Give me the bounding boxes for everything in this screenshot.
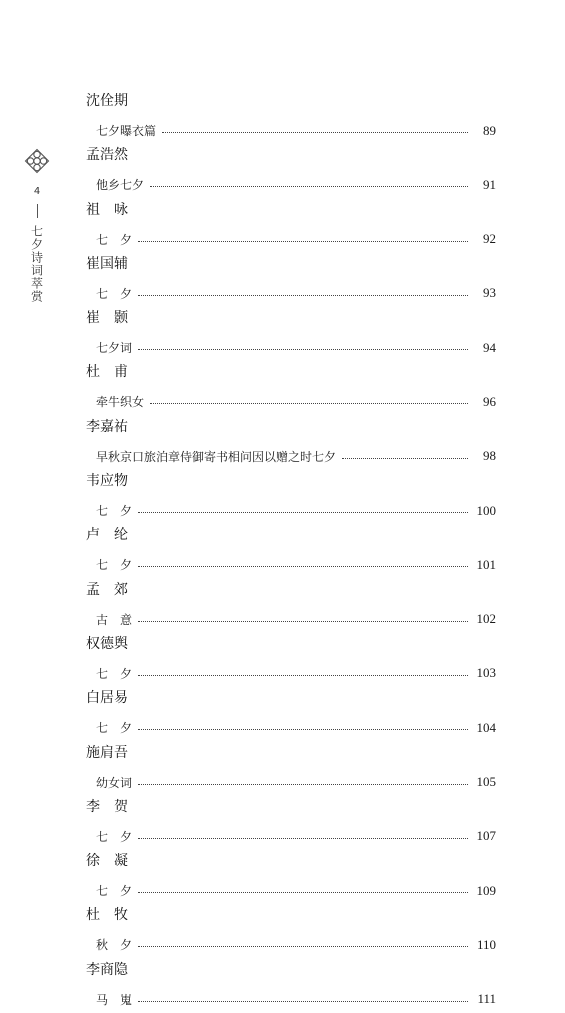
toc-leader-dots — [138, 512, 468, 513]
toc-author: 李嘉祐 — [86, 418, 128, 435]
toc-leader-dots — [138, 295, 468, 296]
toc-leader-dots — [342, 458, 468, 459]
toc-poem-title: 他乡七夕 — [96, 178, 145, 193]
toc-entry — [86, 361, 496, 415]
toc-page-number: 111 — [477, 991, 496, 1007]
floral-knot-icon — [24, 148, 50, 174]
toc-entry — [86, 742, 496, 796]
toc-entry — [86, 796, 496, 850]
toc-leader-dots — [138, 892, 468, 893]
toc-author: 祖 咏 — [86, 201, 128, 218]
toc-entry — [86, 524, 496, 578]
toc-line[interactable] — [86, 388, 496, 415]
toc-poem-title: 七 夕 — [96, 666, 133, 681]
page-number: 4 — [33, 186, 41, 197]
toc-author: 李商隐 — [86, 961, 128, 978]
toc-poem-title: 七夕曝衣篇 — [96, 124, 157, 138]
toc-entry — [86, 90, 496, 144]
toc-poem-title: 七 夕 — [96, 286, 133, 301]
toc-leader-dots — [138, 349, 468, 350]
toc-page-number: 105 — [476, 774, 496, 790]
toc-entry — [86, 144, 496, 198]
toc-line[interactable] — [86, 877, 496, 904]
toc-page-number: 109 — [476, 882, 496, 898]
toc-line[interactable] — [86, 714, 496, 741]
toc-page-number: 110 — [476, 936, 496, 952]
toc-line[interactable] — [86, 931, 496, 958]
toc-line[interactable] — [86, 660, 496, 687]
toc-leader-dots — [138, 1001, 468, 1002]
toc-poem-title: 马 嵬 — [96, 992, 133, 1007]
toc-entry — [86, 307, 496, 361]
toc-poem-title: 牵牛织女 — [96, 395, 145, 410]
toc-author: 李 贺 — [86, 798, 128, 815]
toc-leader-dots — [150, 403, 468, 404]
toc-entry — [86, 959, 496, 1013]
toc-author: 杜 牧 — [86, 907, 128, 924]
toc-poem-title: 古 意 — [96, 612, 133, 627]
toc-page-number: 94 — [483, 339, 496, 355]
toc-leader-dots — [138, 241, 468, 242]
toc-page-number: 93 — [483, 285, 496, 301]
toc-leader-dots — [138, 838, 468, 839]
toc-line[interactable] — [86, 497, 496, 524]
side-margin — [22, 148, 52, 303]
toc-leader-dots — [138, 946, 468, 947]
toc-leader-dots — [150, 186, 468, 187]
toc-page-number: 101 — [476, 556, 496, 572]
toc-line[interactable] — [86, 117, 496, 144]
toc-poem-title: 七 夕 — [96, 504, 133, 519]
toc-poem-title: 七 夕 — [96, 232, 133, 247]
toc-leader-dots — [138, 566, 468, 567]
toc-author: 杜 甫 — [86, 364, 128, 381]
toc-leader-dots — [138, 729, 468, 730]
toc-line[interactable] — [86, 551, 496, 578]
toc-page-number: 100 — [476, 502, 496, 518]
toc-entry — [86, 470, 496, 524]
toc-entry — [86, 579, 496, 633]
toc-entry — [86, 633, 496, 687]
toc-poem-title: 七 夕 — [96, 721, 133, 736]
toc-page-number: 107 — [476, 828, 496, 844]
toc-poem-title: 七 夕 — [96, 829, 133, 844]
toc-page-number: 91 — [483, 176, 496, 192]
toc-poem-title: 幼女词 — [96, 775, 133, 790]
toc-entry — [86, 850, 496, 904]
toc-page-number: 104 — [476, 719, 496, 735]
toc-poem-title: 七 夕 — [96, 884, 133, 899]
toc-author: 崔国辅 — [86, 255, 128, 272]
toc-line[interactable] — [86, 226, 496, 253]
toc-author: 崔 颢 — [86, 310, 128, 327]
toc-line[interactable] — [86, 280, 496, 307]
toc-line[interactable] — [86, 171, 496, 198]
toc-author: 韦应物 — [86, 473, 128, 490]
toc-leader-dots — [138, 675, 468, 676]
toc-page-number: 96 — [483, 393, 496, 409]
toc-author: 白居易 — [86, 690, 128, 707]
toc-entry — [86, 253, 496, 307]
toc-author: 卢 纶 — [86, 527, 128, 544]
toc-line[interactable] — [86, 334, 496, 361]
toc-author: 孟 郊 — [86, 581, 128, 598]
toc-page-number: 89 — [483, 122, 496, 138]
table-of-contents — [86, 90, 496, 1013]
toc-entry — [86, 687, 496, 741]
toc-leader-dots — [162, 132, 468, 133]
toc-page-number: 98 — [483, 448, 496, 464]
toc-page-number: 103 — [476, 665, 496, 681]
toc-line[interactable] — [86, 606, 496, 633]
toc-entry — [86, 199, 496, 253]
toc-poem-title: 七 夕 — [96, 558, 133, 573]
book-title: 七夕诗词萃赏 — [29, 225, 44, 303]
toc-line[interactable] — [86, 443, 496, 470]
toc-page-number: 102 — [476, 611, 496, 627]
toc-line[interactable] — [86, 823, 496, 850]
toc-poem-title: 早秋京口旅泊章侍御寄书相问因以赠之时七夕 — [96, 449, 337, 464]
toc-entry — [86, 416, 496, 470]
toc-author: 徐 凝 — [86, 853, 128, 870]
side-divider — [37, 204, 38, 218]
toc-leader-dots — [138, 621, 468, 622]
toc-author: 孟浩然 — [86, 147, 128, 164]
toc-leader-dots — [138, 784, 468, 785]
toc-line[interactable] — [86, 986, 496, 1013]
toc-poem-title: 七夕词 — [96, 341, 133, 356]
toc-author: 权德舆 — [86, 635, 128, 652]
toc-entry — [86, 904, 496, 958]
toc-author: 沈佺期 — [86, 93, 128, 109]
toc-poem-title: 秋 夕 — [96, 938, 133, 953]
toc-author: 施肩吾 — [86, 744, 128, 761]
toc-page-number: 92 — [483, 231, 496, 247]
toc-line[interactable] — [86, 769, 496, 796]
